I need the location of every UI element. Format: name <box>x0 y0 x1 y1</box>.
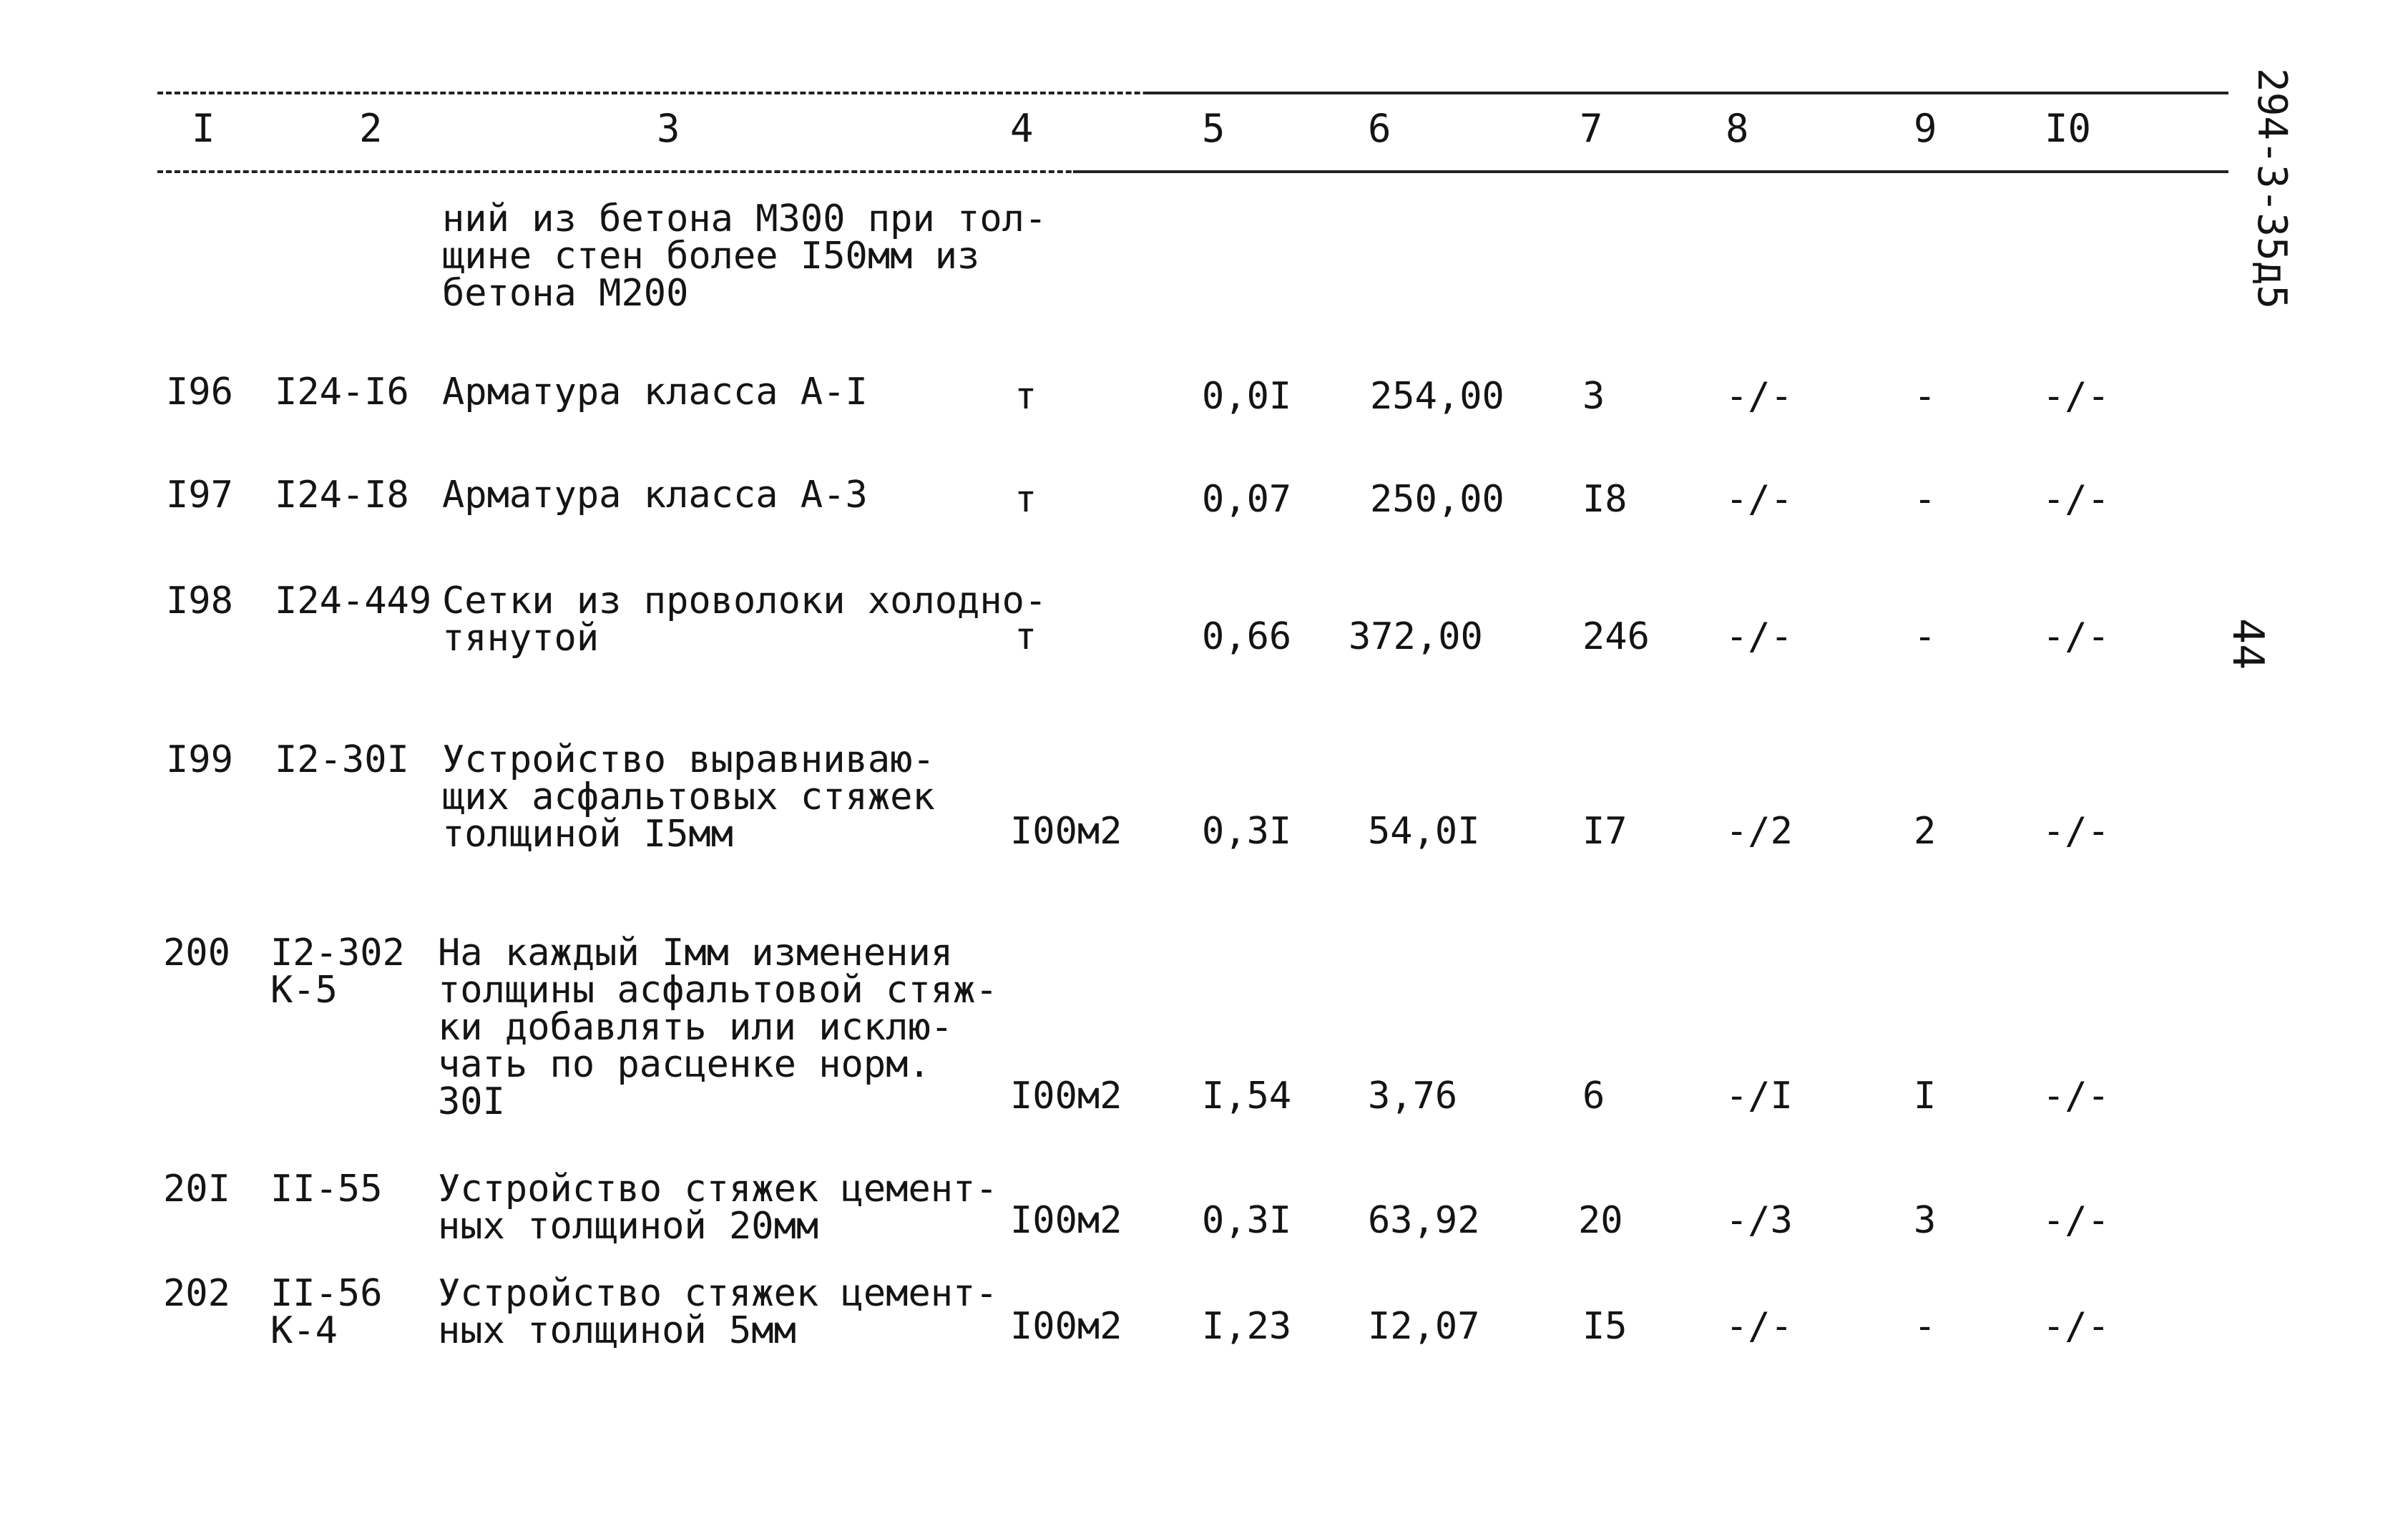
column-header-5: 5 <box>1202 106 1225 151</box>
unit-price: 54,0I <box>1368 810 1480 853</box>
column-header-9: 9 <box>1914 106 1937 151</box>
unit: I00м2 <box>1010 1305 1122 1348</box>
norm-code: I2-30I <box>275 738 409 781</box>
column-9-value: - <box>1914 615 1937 658</box>
work-description: Сетки из проволоки холодно- тянутой <box>442 579 1047 660</box>
unit-price: 250,00 <box>1370 478 1504 521</box>
row-number: 200 <box>163 931 230 974</box>
quantity: 0,3I <box>1202 810 1292 853</box>
column-header-6: 6 <box>1368 106 1391 151</box>
work-description: Арматура класса А-I <box>442 371 868 414</box>
total-cost: 20 <box>1578 1199 1623 1242</box>
work-description: Устройство стяжек цемент- ных толщиной 20мм <box>438 1168 998 1248</box>
column-8-value: -/3 <box>1726 1199 1793 1242</box>
row-number: I98 <box>166 579 233 622</box>
total-cost: I8 <box>1582 478 1628 521</box>
unit-price: 63,92 <box>1368 1199 1480 1242</box>
header-top-rule-solid <box>1145 92 2228 94</box>
unit: т <box>1014 615 1037 658</box>
quantity: 0,0I <box>1202 375 1292 418</box>
unit: т <box>1014 478 1037 521</box>
column-10-value: -/- <box>2042 375 2110 418</box>
column-8-value: -/- <box>1726 375 1793 418</box>
row-number: 202 <box>163 1272 230 1315</box>
work-description: Устройство выравниваю- щих асфальтовых стяжек толщиной I5мм <box>442 738 935 856</box>
norm-code: II-56 К-4 <box>270 1272 383 1352</box>
norm-code: I2-302 К-5 <box>270 931 405 1012</box>
total-cost: 246 <box>1582 615 1650 658</box>
unit-price: 372,00 <box>1349 615 1483 658</box>
norm-code: I24-449 <box>275 579 432 622</box>
row-number: I99 <box>166 738 233 781</box>
column-9-value: - <box>1914 1305 1937 1348</box>
column-header-3: 3 <box>657 106 680 151</box>
column-header-1: I <box>192 106 215 151</box>
column-8-value: -/- <box>1726 615 1793 658</box>
continuation-description: ний из бетона М300 при тол- щине стен более I50мм из бетона М200 <box>442 197 1047 315</box>
unit-price: I2,07 <box>1368 1305 1480 1348</box>
unit-price: 254,00 <box>1370 375 1504 418</box>
column-9-value: 3 <box>1914 1199 1937 1242</box>
column-10-value: -/- <box>2042 478 2110 521</box>
column-8-value: -/- <box>1726 478 1793 521</box>
unit: I00м2 <box>1010 1199 1122 1242</box>
total-cost: 3 <box>1582 375 1605 418</box>
unit: I00м2 <box>1010 810 1122 853</box>
quantity: I,23 <box>1202 1305 1292 1348</box>
total-cost: I7 <box>1582 810 1628 853</box>
column-9-value: - <box>1914 375 1937 418</box>
column-header-4: 4 <box>1010 106 1034 151</box>
column-10-value: -/- <box>2042 615 2110 658</box>
work-description: Устройство стяжек цемент- ных толщиной 5мм <box>438 1272 998 1352</box>
norm-code: I24-I8 <box>275 474 409 517</box>
unit: т <box>1014 375 1037 418</box>
column-8-value: -/I <box>1726 1075 1793 1117</box>
column-9-value: I <box>1914 1075 1937 1117</box>
norm-code: II-55 <box>270 1168 383 1211</box>
column-header-10: I0 <box>2045 106 2092 151</box>
header-bottom-rule-solid <box>1073 170 2228 173</box>
column-10-value: -/- <box>2042 1075 2110 1117</box>
unit: I00м2 <box>1010 1075 1122 1117</box>
quantity: 0,07 <box>1202 478 1292 521</box>
column-9-value: 2 <box>1914 810 1937 853</box>
work-description: На каждый Iмм изменения толщины асфальтовой стяж- ки добавлять или исклю- чать по расценке норм. 30I <box>438 931 998 1123</box>
total-cost: I5 <box>1582 1305 1628 1348</box>
work-description: Арматура класса А-3 <box>442 474 868 517</box>
column-header-8: 8 <box>1726 106 1749 151</box>
column-header-2: 2 <box>359 106 383 151</box>
page-number: 44 <box>2223 618 2273 670</box>
total-cost: 6 <box>1582 1075 1605 1117</box>
row-number: I97 <box>166 474 233 517</box>
column-9-value: - <box>1914 478 1937 521</box>
column-header-7: 7 <box>1580 106 1603 151</box>
quantity: 0,3I <box>1202 1199 1292 1242</box>
row-number: I96 <box>166 371 233 414</box>
column-10-value: -/- <box>2042 1199 2110 1242</box>
column-8-value: -/- <box>1726 1305 1793 1348</box>
unit-price: 3,76 <box>1368 1075 1458 1117</box>
column-10-value: -/- <box>2042 1305 2110 1348</box>
column-10-value: -/- <box>2042 810 2110 853</box>
column-8-value: -/2 <box>1726 810 1793 853</box>
norm-code: I24-I6 <box>275 371 409 414</box>
quantity: I,54 <box>1202 1075 1292 1117</box>
document-code: 294-3-35д5 <box>2248 68 2295 310</box>
quantity: 0,66 <box>1202 615 1292 658</box>
row-number: 20I <box>163 1168 230 1211</box>
